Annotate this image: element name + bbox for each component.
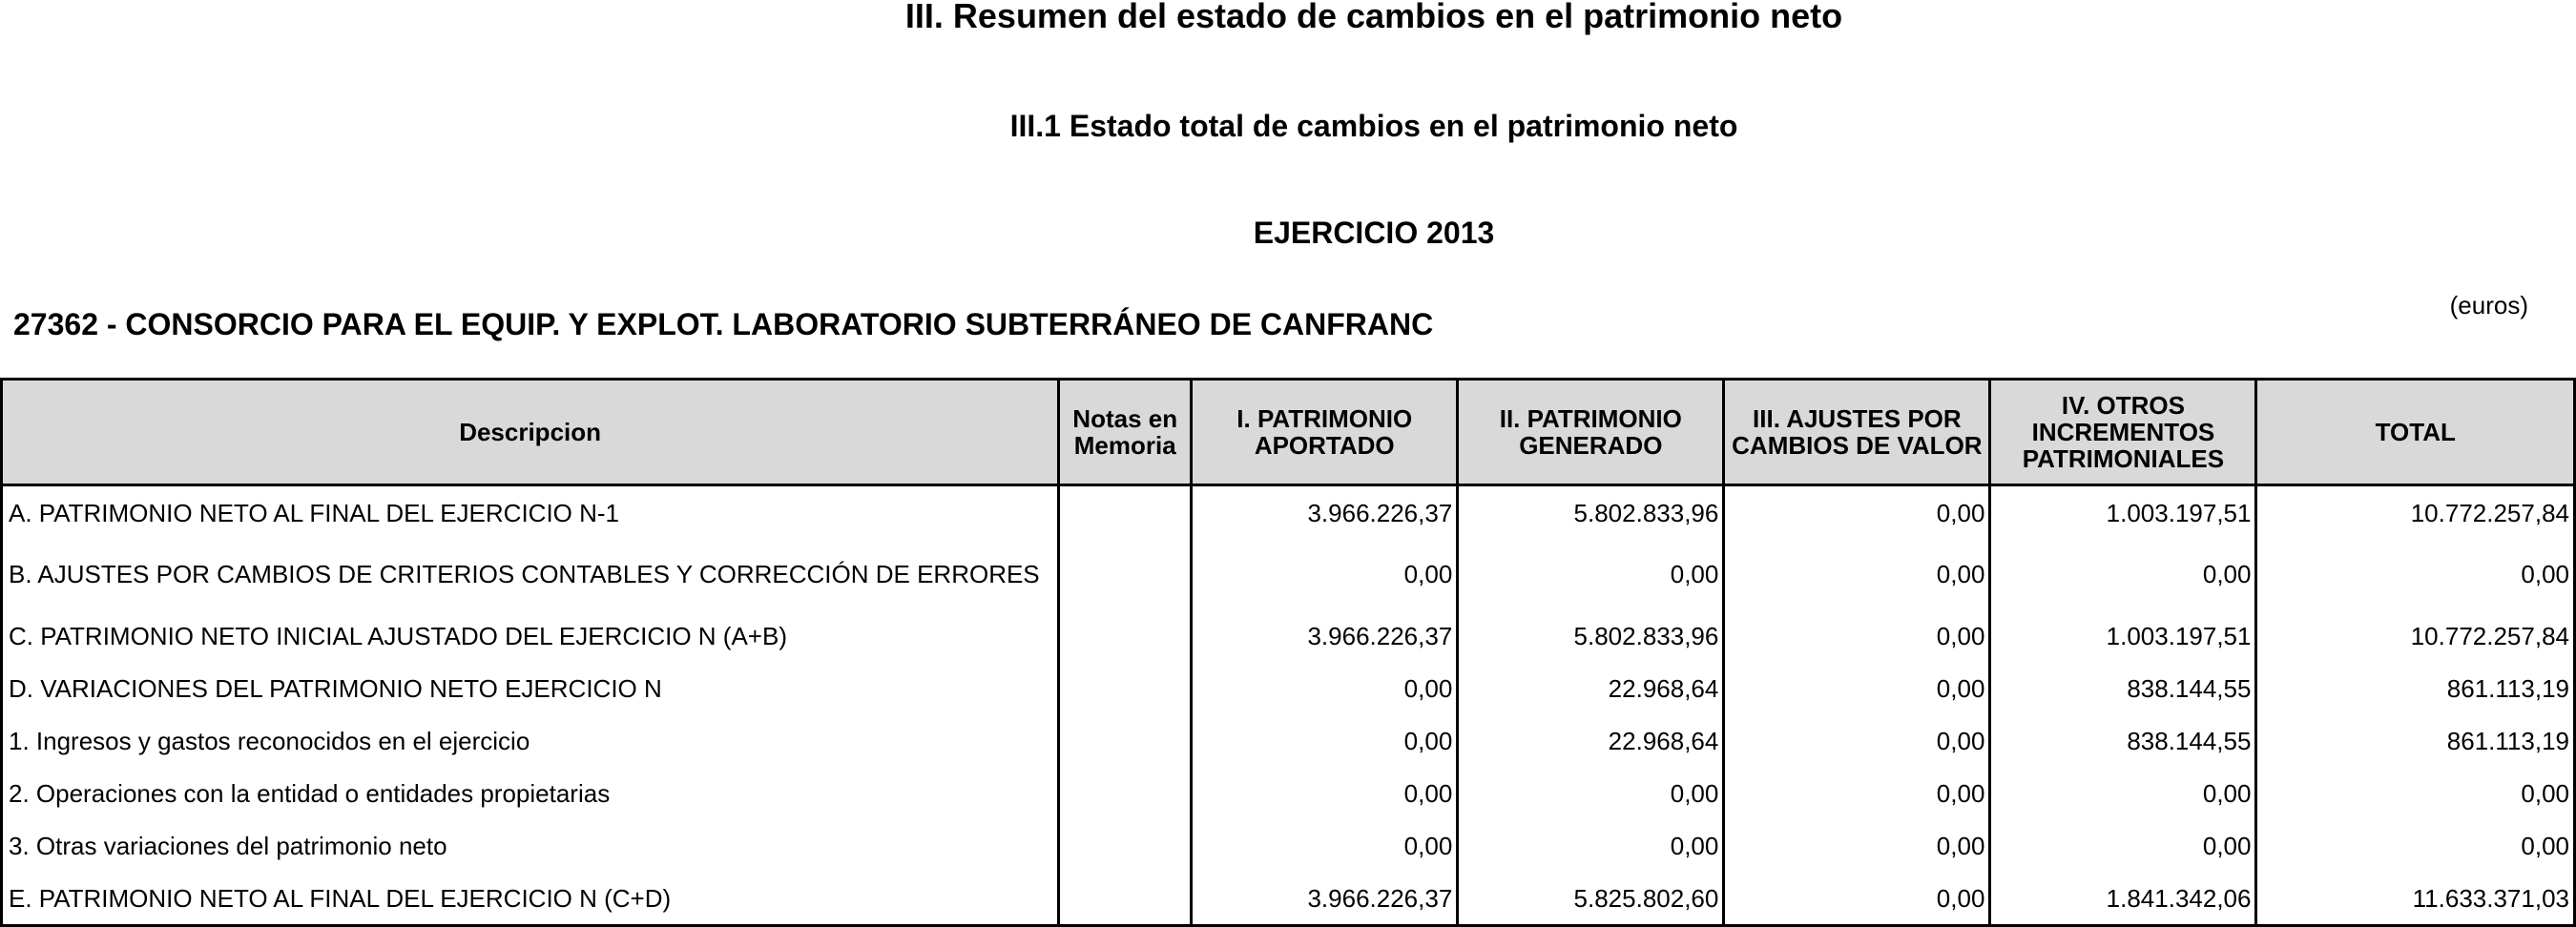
header-ajustes-valor: III. AJUSTES POR CAMBIOS DE VALOR: [1724, 380, 1990, 485]
row-total: 861.113,19: [2256, 714, 2575, 767]
report-subtitle: III.1 Estado total de cambios en el patrimonio neto: [1009, 109, 1738, 143]
row-description: D. VARIACIONES DEL PATRIMONIO NETO EJERCICIO N: [2, 662, 1059, 714]
row-patrimonio-generado: 0,00: [1458, 539, 1724, 609]
table-row: [2, 485, 2575, 540]
row-ajustes-valor: 0,00: [1724, 662, 1990, 714]
table-row: [2, 714, 2575, 767]
row-total: 0,00: [2256, 539, 2575, 609]
row-notes: [1059, 485, 1192, 540]
row-patrimonio-aportado: 3.966.226,37: [1192, 485, 1458, 540]
row-patrimonio-aportado: 0,00: [1192, 819, 1458, 872]
row-patrimonio-aportado: 3.966.226,37: [1192, 872, 1458, 926]
row-patrimonio-aportado: 3.966.226,37: [1192, 609, 1458, 662]
row-otros-incrementos: 0,00: [1990, 819, 2256, 872]
row-patrimonio-aportado: 0,00: [1192, 767, 1458, 819]
header-patrimonio-aportado: I. PATRIMONIO APORTADO: [1192, 380, 1458, 485]
table-row: [2, 662, 2575, 714]
row-description: 3. Otras variaciones del patrimonio neto: [2, 819, 1059, 872]
table-row: [2, 819, 2575, 872]
row-patrimonio-generado: 0,00: [1458, 819, 1724, 872]
row-ajustes-valor: 0,00: [1724, 872, 1990, 926]
row-total: 0,00: [2256, 819, 2575, 872]
row-patrimonio-generado: 22.968,64: [1458, 714, 1724, 767]
row-ajustes-valor: 0,00: [1724, 714, 1990, 767]
header-otros-incrementos: IV. OTROS INCREMENTOS PATRIMONIALES: [1990, 380, 2256, 485]
fiscal-year-heading: EJERCICIO 2013: [1253, 216, 1495, 250]
row-description: C. PATRIMONIO NETO INICIAL AJUSTADO DEL EJERCICIO N (A+B): [2, 609, 1059, 662]
row-ajustes-valor: 0,00: [1724, 485, 1990, 540]
row-patrimonio-aportado: 0,00: [1192, 539, 1458, 609]
row-notes: [1059, 872, 1192, 926]
report-title: III. Resumen del estado de cambios en el patrimonio neto: [904, 0, 1843, 35]
row-ajustes-valor: 0,00: [1724, 609, 1990, 662]
row-total: 0,00: [2256, 767, 2575, 819]
table-row: [2, 872, 2575, 926]
row-otros-incrementos: 0,00: [1990, 767, 2256, 819]
entity-name: 27362 - CONSORCIO PARA EL EQUIP. Y EXPLOT. LABORATORIO SUBTERRÁNEO DE CANFRANC: [13, 307, 1434, 341]
row-patrimonio-generado: 5.825.802,60: [1458, 872, 1724, 926]
row-description: A. PATRIMONIO NETO AL FINAL DEL EJERCICIO N-1: [2, 485, 1059, 540]
row-total: 861.113,19: [2256, 662, 2575, 714]
row-notes: [1059, 539, 1192, 609]
row-description: E. PATRIMONIO NETO AL FINAL DEL EJERCICIO N (C+D): [2, 872, 1059, 926]
table-row: [2, 609, 2575, 662]
row-otros-incrementos: 1.003.197,51: [1990, 609, 2256, 662]
row-patrimonio-generado: 5.802.833,96: [1458, 609, 1724, 662]
row-otros-incrementos: 838.144,55: [1990, 662, 2256, 714]
row-description: 1. Ingresos y gastos reconocidos en el ejercicio: [2, 714, 1059, 767]
header-patrimonio-generado: II. PATRIMONIO GENERADO: [1458, 380, 1724, 485]
row-total: 10.772.257,84: [2256, 485, 2575, 540]
row-otros-incrementos: 0,00: [1990, 539, 2256, 609]
row-description: B. AJUSTES POR CAMBIOS DE CRITERIOS CONTABLES Y CORRECCIÓN DE ERRORES: [2, 539, 1059, 609]
row-patrimonio-aportado: 0,00: [1192, 714, 1458, 767]
currency-note: (euros): [2449, 291, 2528, 319]
row-notes: [1059, 819, 1192, 872]
equity-changes-table: [0, 378, 2576, 927]
row-notes: [1059, 662, 1192, 714]
row-patrimonio-generado: 5.802.833,96: [1458, 485, 1724, 540]
row-ajustes-valor: 0,00: [1724, 819, 1990, 872]
table-header-row: [2, 380, 2575, 485]
row-otros-incrementos: 1.841.342,06: [1990, 872, 2256, 926]
row-otros-incrementos: 1.003.197,51: [1990, 485, 2256, 540]
row-ajustes-valor: 0,00: [1724, 539, 1990, 609]
header-description: Descripcion: [2, 380, 1059, 485]
row-patrimonio-generado: 22.968,64: [1458, 662, 1724, 714]
row-description: 2. Operaciones con la entidad o entidades propietarias: [2, 767, 1059, 819]
row-notes: [1059, 609, 1192, 662]
row-notes: [1059, 714, 1192, 767]
row-patrimonio-aportado: 0,00: [1192, 662, 1458, 714]
row-patrimonio-generado: 0,00: [1458, 767, 1724, 819]
row-notes: [1059, 767, 1192, 819]
header-total: TOTAL: [2256, 380, 2575, 485]
row-ajustes-valor: 0,00: [1724, 767, 1990, 819]
table-row: [2, 539, 2575, 609]
row-total: 11.633.371,03: [2256, 872, 2575, 926]
table-row: [2, 767, 2575, 819]
row-otros-incrementos: 838.144,55: [1990, 714, 2256, 767]
row-total: 10.772.257,84: [2256, 609, 2575, 662]
header-notes: Notas en Memoria: [1059, 380, 1192, 485]
